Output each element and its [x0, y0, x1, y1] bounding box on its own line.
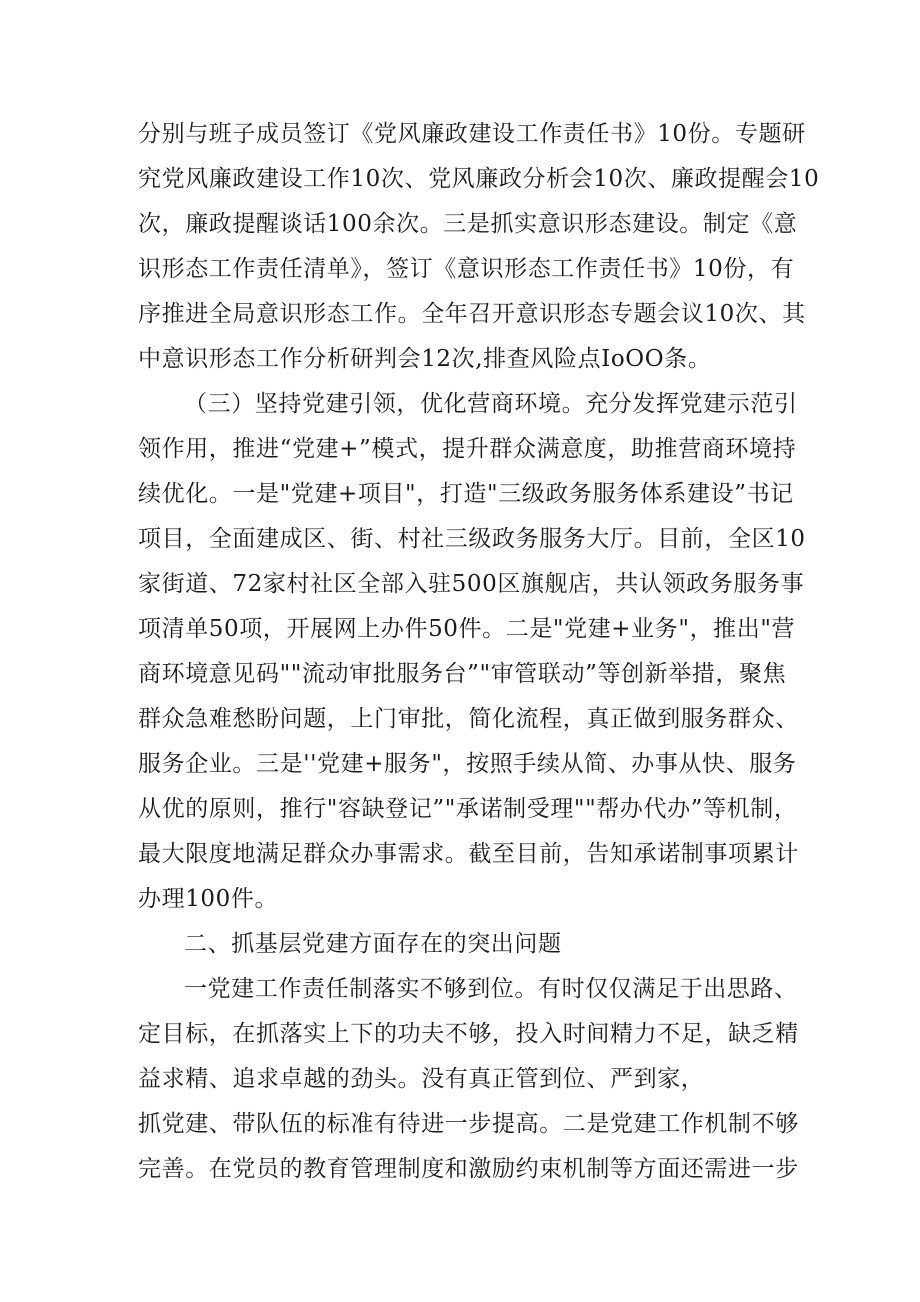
paragraph-line: 办理100件。 — [138, 886, 279, 912]
paragraph-line: 识形态工作责任清单》，签订《意识形态工作责任书》10份，有 — [138, 256, 795, 282]
paragraph-line: 商环境意见码""流动审批服务台”"审管联动”等创新举措，聚焦 — [138, 661, 787, 687]
paragraph-line: 究党风廉政建设工作10次、党风廉政分析会10次、廉政提醒会10 — [138, 166, 820, 192]
paragraph-line: 服务企业。三是''党建+服务"，按照手续从简、办事从快、服务 — [138, 751, 797, 777]
paragraph-line: 从优的原则，推行"容缺登记”"承诺制受理""帮办代办”等机制， — [138, 796, 798, 822]
section-two-heading: 二、抓基层党建方面存在的突出问题 — [184, 931, 562, 957]
paragraph-line: 完善。在党员的教育管理制度和激励约束机制等方面还需进一步 — [138, 1156, 799, 1182]
paragraph-line: 群众急难愁盼问题，上门审批，简化流程，真正做到服务群众、 — [138, 706, 799, 732]
paragraph-line: 项目，全面建成区、街、村社三级政务服务大厅。目前，全区10 — [138, 526, 806, 552]
paragraph-line: 家街道、72家村社区全部入驻500区旗舰店，共认领政务服务事 — [138, 571, 805, 597]
paragraph-line: 领作用，推进“党建+”模式，提升群众满意度，助推营商环境持 — [138, 436, 797, 462]
paragraph-line: 续优化。一是"党建+项目"，打造"三级政务服务体系建设”书记 — [138, 481, 794, 507]
paragraph-line: 项清单50项，开展网上办件50件。二是"党建+业务"，推出"营 — [138, 616, 796, 642]
paragraph-line: 最大限度地满足群众办事需求。截至目前，告知承诺制事项累计 — [138, 841, 799, 867]
paragraph-line: 次，廉政提醒谈话100余次。三是抓实意识形态建设。制定《意 — [138, 211, 798, 237]
paragraph-line: 分别与班子成员签订《党风廉政建设工作责任书》10份。专题研 — [138, 121, 806, 147]
paragraph-line: 一党建工作责任制落实不够到位。有时仅仅满足于出思路、 — [184, 976, 798, 1002]
paragraph-line: 序推进全局意识形态工作。全年召开意识形态专题会议10次、其 — [138, 301, 806, 327]
paragraph-line: 中意识形态工作分析研判会12次,排查风险点IoOO条。 — [138, 346, 712, 372]
section-three-heading-line: （三）坚持党建引领，优化营商环境。充分发挥党建示范引 — [184, 391, 798, 417]
paragraph-line: 益求精、追求卓越的劲头。没有真正管到位、严到家， — [138, 1066, 705, 1092]
paragraph-line: 定目标，在抓落实上下的功夫不够，投入时间精力不足，缺乏精 — [138, 1021, 799, 1047]
paragraph-line: 抓党建、带队伍的标准有待进一步提高。二是党建工作机制不够 — [138, 1111, 799, 1137]
